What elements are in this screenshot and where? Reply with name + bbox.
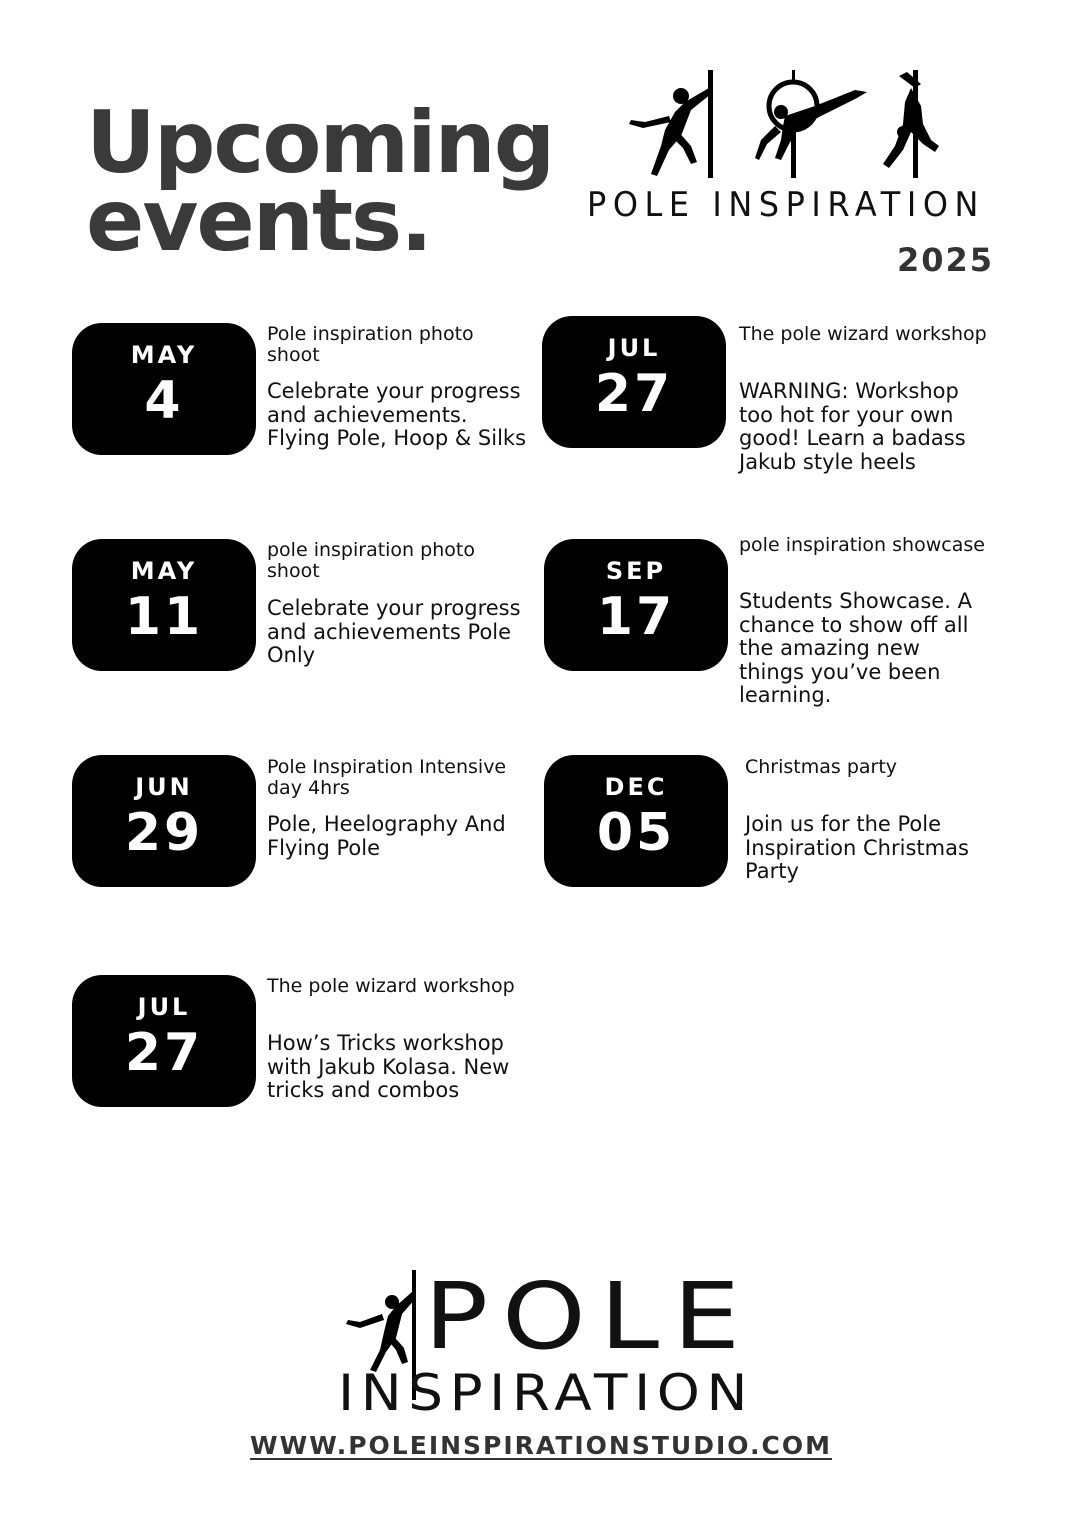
event-title: The pole wizard workshop — [739, 323, 987, 345]
event-month: SEP — [605, 557, 667, 585]
pole-inspiration-logo-bottom — [338, 1262, 758, 1420]
event-title: Pole inspiration photo shoot — [267, 323, 474, 366]
event-description: WARNING: Workshop too hot for your own good! Learn a badass Jakub style heels — [739, 379, 966, 474]
event-month: JUN — [135, 773, 193, 801]
date-badge — [72, 539, 256, 671]
event-month: MAY — [130, 557, 198, 585]
logo-line2: INSPIRATION — [338, 1364, 754, 1420]
footer — [0, 1431, 1082, 1460]
event-day: 11 — [124, 587, 204, 647]
event-day: 29 — [124, 803, 204, 863]
event-day: 27 — [594, 364, 674, 424]
date-badge — [72, 755, 256, 887]
event-month: JUL — [137, 993, 191, 1021]
date-badge — [72, 975, 256, 1107]
year-label: 2025 — [897, 241, 995, 279]
event-month: JUL — [607, 334, 661, 362]
event-title: The pole wizard workshop — [267, 975, 515, 997]
logo-line1: POLE — [424, 1263, 754, 1370]
event-title: Christmas party — [745, 756, 898, 778]
event-title: pole inspiration photo shoot — [267, 539, 475, 582]
date-badge — [542, 316, 726, 448]
event-description: Celebrate your progress and achievements Pole Only — [267, 596, 521, 667]
event-day: 17 — [596, 587, 676, 647]
event-description: Join us for the Pole Inspiration Christmas Party — [745, 812, 969, 883]
date-badge — [544, 539, 728, 671]
event-day: 05 — [596, 803, 676, 863]
page-title — [86, 93, 554, 271]
date-badge — [544, 755, 728, 887]
page-title-line2: events. — [86, 171, 431, 271]
event-description: Pole, Heelography And Flying Pole — [267, 812, 506, 860]
event-month: MAY — [130, 341, 198, 369]
event-month: DEC — [604, 773, 668, 801]
event-title: Pole Inspiration Intensive day 4hrs — [267, 756, 507, 799]
website-link[interactable]: WWW.POLEINSPIRATIONSTUDIO.COM — [250, 1431, 832, 1460]
event-description: Students Showcase. A chance to show off all the amazing new things you’ve been learning. — [739, 589, 972, 707]
event-day: 27 — [124, 1023, 204, 1083]
pole-inspiration-logo-top — [585, 66, 990, 226]
dancer-silhouette-icon — [338, 1262, 758, 1420]
event-day: 4 — [144, 371, 184, 431]
logo-wordmark: POLE INSPIRATION — [587, 185, 985, 225]
performers-silhouette-icon — [585, 66, 990, 226]
event-description: How’s Tricks workshop with Jakub Kolasa. New tricks and combos — [267, 1031, 510, 1102]
date-badge — [72, 323, 256, 455]
event-description: Celebrate your progress and achievements. Flying Pole, Hoop & Silks — [267, 379, 527, 450]
event-title: pole inspiration showcase — [739, 534, 985, 556]
page-title-line1: Upcoming — [86, 93, 554, 193]
